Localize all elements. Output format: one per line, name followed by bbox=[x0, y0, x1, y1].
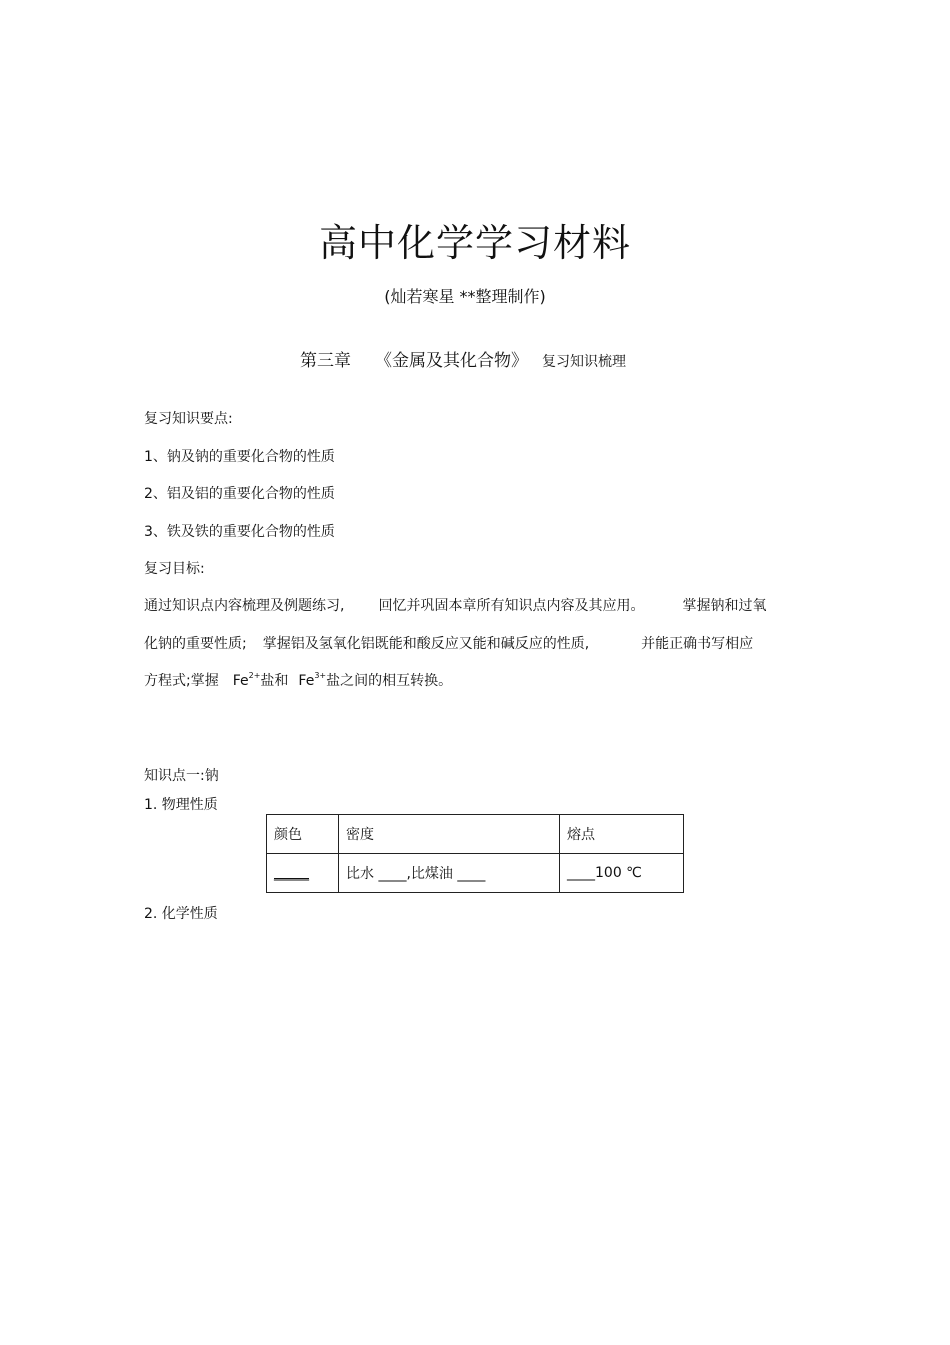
fe2-charge: 2+ bbox=[248, 671, 261, 680]
points-heading: 复习知识要点: bbox=[144, 411, 233, 427]
page-subtitle: (灿若寒星 **整理制作) bbox=[384, 287, 546, 306]
goals-text: 化钠的重要性质; bbox=[144, 636, 247, 652]
table-cell: 比水 ____,比煤油 ____ bbox=[339, 854, 560, 893]
goals-line-2 bbox=[144, 633, 753, 653]
header-cell: 熔点 bbox=[560, 815, 684, 854]
chapter-suffix: 复习知识梳理 bbox=[542, 354, 626, 370]
goals-text: 盐之间的相互转换。 bbox=[326, 673, 453, 689]
fe-symbol: Fe bbox=[232, 673, 249, 689]
goals-text: 掌握钠和过氧 bbox=[682, 598, 767, 614]
chapter-heading bbox=[300, 346, 626, 371]
chapter-name: 《金属及其化合物》 bbox=[375, 351, 528, 371]
chapter-label: 第三章 bbox=[300, 351, 351, 371]
goals-text: 回忆并巩固本章所有知识点内容及其应用。 bbox=[378, 598, 645, 614]
goals-text: 掌握铝及氢氧化铝既能和酸反应又能和碱反应的性质, bbox=[262, 636, 590, 652]
goals-text: 方程式;掌握 bbox=[144, 673, 219, 689]
properties-table bbox=[266, 814, 684, 893]
fe3-charge: 3+ bbox=[314, 671, 327, 680]
table-cell bbox=[267, 854, 339, 893]
point-item: 3、铁及铁的重要化合物的性质 bbox=[144, 524, 335, 540]
goals-line-3 bbox=[144, 670, 452, 690]
goals-text: 通过知识点内容梳理及例题练习, bbox=[144, 598, 345, 614]
goals-line-1 bbox=[144, 595, 766, 615]
subsection-chemical: 2. 化学性质 bbox=[144, 906, 218, 922]
point-item: 1、钠及钠的重要化合物的性质 bbox=[144, 449, 335, 465]
fill-blank: _____ bbox=[274, 865, 309, 881]
point-item: 2、铝及铝的重要化合物的性质 bbox=[144, 486, 335, 502]
table-cell: ____100 ℃ bbox=[560, 854, 684, 893]
goals-text: 并能正确书写相应 bbox=[641, 636, 754, 652]
fe-symbol: Fe bbox=[298, 673, 315, 689]
knowledge-point-heading: 知识点一:钠 bbox=[144, 768, 219, 784]
subsection-physical: 1. 物理性质 bbox=[144, 797, 218, 813]
table-header-row bbox=[267, 815, 684, 854]
goals-text: 盐和 bbox=[260, 673, 289, 689]
table-row bbox=[267, 854, 684, 893]
goals-heading: 复习目标: bbox=[144, 561, 205, 577]
page-title: 高中化学学习材料 bbox=[318, 221, 631, 265]
header-cell: 密度 bbox=[339, 815, 560, 854]
header-cell: 颜色 bbox=[267, 815, 339, 854]
